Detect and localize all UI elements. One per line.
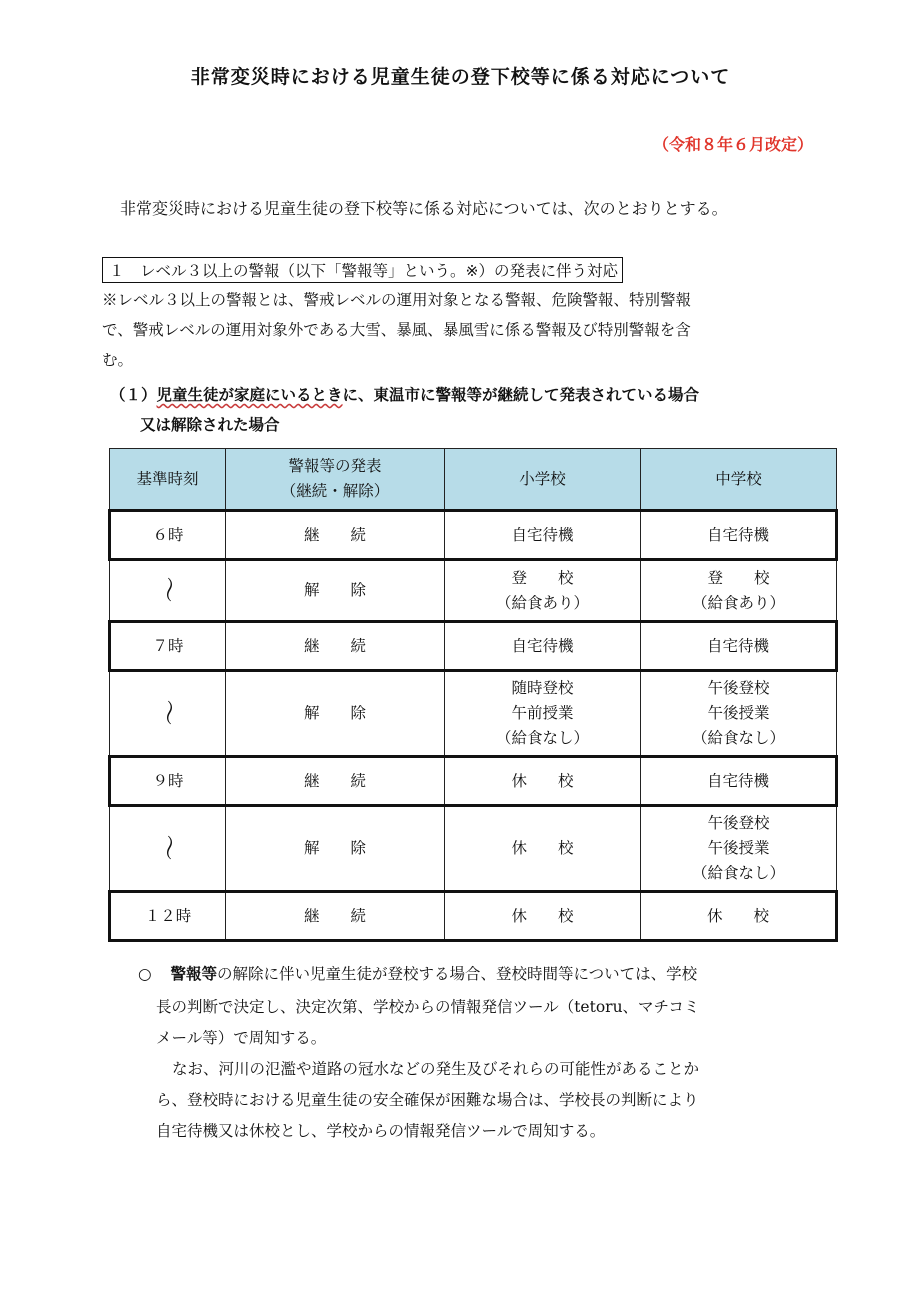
footer-line-1: の解除に伴い児童生徒が登校する場合、登校時間等については、学校 — [216, 965, 698, 983]
footer-line-3: メール等）で周知する。 — [156, 1029, 327, 1047]
cell-status: 解 除 — [226, 671, 445, 757]
cell-time: ９時 — [110, 757, 226, 806]
header-time: 基準時刻 — [110, 449, 226, 511]
cell-line: 休 校 — [511, 839, 574, 857]
cell-line: 休 校 — [706, 906, 769, 925]
cell-junior — [641, 757, 837, 806]
cell-line: （給食なし） — [691, 729, 785, 747]
cell-elementary — [445, 806, 641, 892]
table-row — [110, 892, 837, 941]
subsection-prefix: （１） — [110, 386, 157, 404]
intro-text: 非常変災時における児童生徒の登下校等に係る対応については、次のとおりとする。 — [120, 199, 728, 218]
wave-dash-icon: 〜 — [152, 698, 183, 726]
cell-elementary — [445, 757, 641, 806]
cell-line: 自宅待機 — [706, 636, 769, 655]
header-status-line-2: （継続・解除） — [280, 482, 390, 500]
cell-line: 自宅待機 — [706, 771, 769, 790]
cell-line: 自宅待機 — [511, 636, 574, 655]
cell-status: 継 続 — [226, 622, 445, 671]
footer-line-5: ら、登校時における児童生徒の安全確保が困難な場合は、学校長の判断により — [156, 1091, 699, 1109]
cell-elementary — [445, 622, 641, 671]
revision-note: （令和８年６月改定） — [652, 135, 813, 154]
cell-junior — [641, 806, 837, 892]
footer-line-6: 自宅待機又は休校とし、学校からの情報発信ツールで周知する。 — [156, 1122, 606, 1140]
wave-dash-icon: 〜 — [152, 575, 183, 603]
table-row — [110, 806, 837, 892]
cell-line: 自宅待機 — [706, 525, 769, 544]
header-status-line-1: 警報等の発表 — [288, 457, 382, 475]
table-row — [110, 757, 837, 806]
cell-time: １２時 — [110, 892, 226, 941]
subsection-underlined-text: 児童生徒が家庭にいるとき — [156, 386, 343, 404]
table-row — [110, 671, 837, 757]
header-status — [226, 449, 445, 511]
cell-junior — [641, 671, 837, 757]
cell-time — [110, 560, 226, 622]
wave-dash-icon: 〜 — [152, 833, 183, 861]
note-line-2: で、警戒レベルの運用対象外である大雪、暴風、暴風雪に係る警報及び特別警報を含 — [102, 321, 691, 339]
cell-line: （給食なし） — [495, 729, 589, 747]
cell-junior — [641, 511, 837, 560]
cell-time: ７時 — [110, 622, 226, 671]
footer-line-2: 長の判断で決定し、決定次第、学校からの情報発信ツール（tetoru、マチコミ — [156, 998, 700, 1016]
cell-elementary — [445, 892, 641, 941]
cell-status: 継 続 — [226, 757, 445, 806]
bullet-icon: ○ — [138, 965, 152, 983]
cell-line: 自宅待機 — [511, 525, 574, 544]
cell-line: 随時登校 — [511, 679, 574, 697]
header-elementary: 小学校 — [445, 449, 641, 511]
footer-paragraph-1 — [138, 962, 697, 984]
cell-elementary — [445, 560, 641, 622]
cell-junior — [641, 892, 837, 941]
header-junior: 中学校 — [641, 449, 837, 511]
note-line-3: む。 — [102, 351, 134, 369]
cell-status: 継 続 — [226, 511, 445, 560]
cell-line: 午後登校 — [707, 814, 770, 832]
table-row — [110, 622, 837, 671]
cell-status: 継 続 — [226, 892, 445, 941]
cell-status: 解 除 — [226, 806, 445, 892]
subsection-rest: に、東温市に警報等が継続して発表されている場合 — [342, 386, 700, 404]
cell-time: ６時 — [110, 511, 226, 560]
cell-time — [110, 671, 226, 757]
table-row — [110, 560, 837, 622]
cell-line: 登 校 — [511, 568, 574, 587]
cell-line: 午前授業 — [511, 704, 574, 722]
footer-line-4: なお、河川の氾濫や道路の冠水などの発生及びそれらの可能性があることか — [172, 1060, 700, 1078]
note-line-1: ※レベル３以上の警報とは、警戒レベルの運用対象となる警報、危険警報、特別警報 — [102, 291, 692, 309]
table-header-row — [110, 449, 837, 511]
cell-line: （給食あり） — [495, 593, 589, 612]
table-row — [110, 511, 837, 560]
cell-time — [110, 806, 226, 892]
subsection-1-line-2: 又は解除された場合 — [140, 416, 280, 434]
cell-elementary — [445, 511, 641, 560]
cell-junior — [641, 622, 837, 671]
cell-elementary — [445, 671, 641, 757]
footer-bold-term: 警報等 — [170, 965, 217, 983]
cell-line: 休 校 — [511, 771, 574, 790]
cell-line: （給食なし） — [691, 864, 785, 882]
page-title: 非常変災時における児童生徒の登下校等に係る対応について — [190, 66, 731, 88]
cell-line: （給食あり） — [691, 593, 785, 612]
cell-line: 登 校 — [707, 568, 770, 587]
cell-junior — [641, 560, 837, 622]
cell-line: 午後授業 — [707, 839, 770, 857]
subsection-1-heading — [110, 383, 699, 405]
section-1-heading: １ レベル３以上の警報（以下「警報等」という。※）の発表に伴う対応 — [102, 257, 623, 283]
cell-line: 午後授業 — [707, 704, 770, 722]
schedule-table — [108, 448, 838, 942]
cell-status: 解 除 — [226, 560, 445, 622]
cell-line: 休 校 — [511, 906, 574, 925]
cell-line: 午後登校 — [707, 679, 770, 697]
